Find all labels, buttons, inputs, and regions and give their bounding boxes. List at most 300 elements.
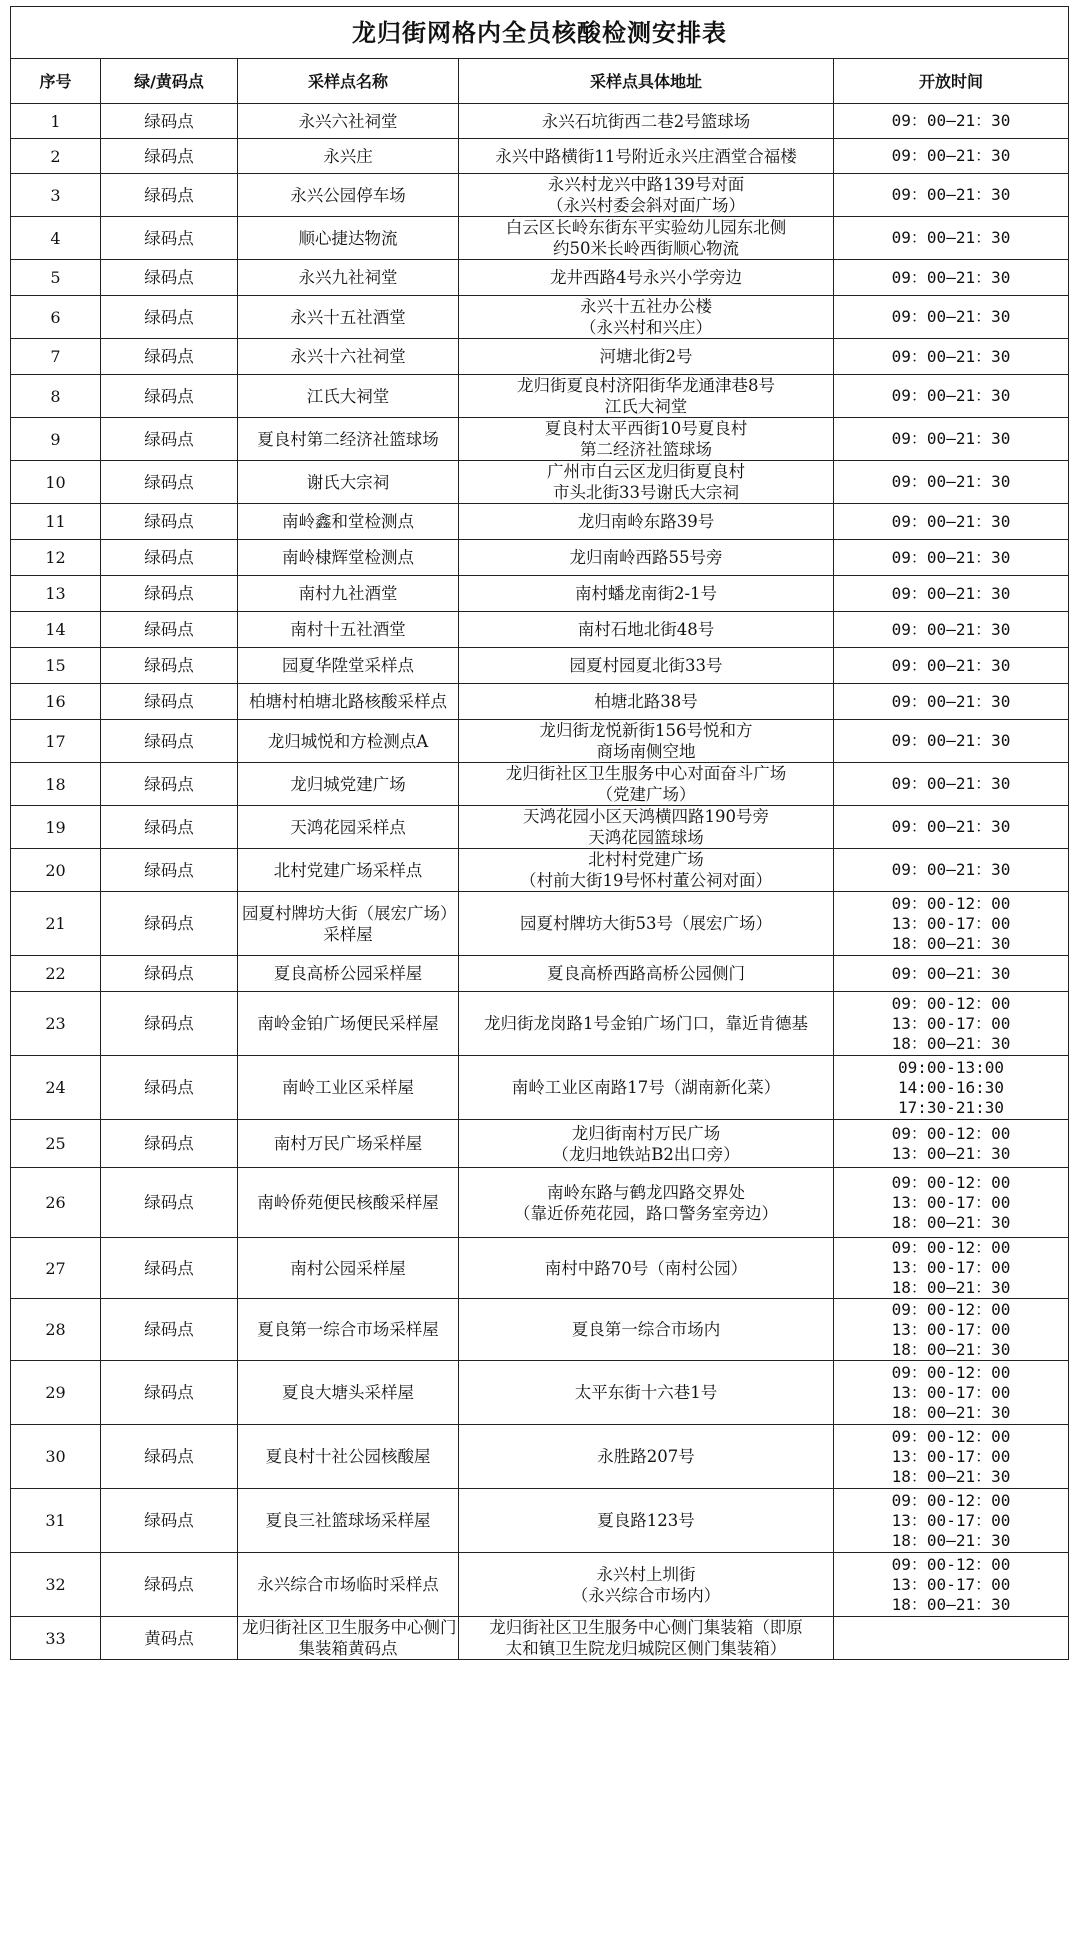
cell-address	[459, 956, 834, 992]
cell-no: 9	[11, 418, 101, 461]
cell-open-time-line: 09：00—21：30	[891, 655, 1011, 675]
cell-site-name	[238, 612, 459, 648]
cell-open-time-line: 09：00-12：00	[891, 893, 1011, 913]
cell-address	[459, 763, 834, 806]
table-row	[11, 806, 1069, 849]
cell-no: 32	[11, 1553, 101, 1617]
cell-open-time	[834, 763, 1069, 806]
header-row	[11, 59, 1069, 104]
cell-no: 5	[11, 260, 101, 296]
cell-open-time	[834, 174, 1069, 217]
header-address: 采样点具体地址	[459, 59, 834, 104]
cell-site-name	[238, 956, 459, 992]
cell-open-time-line: 09：00—21：30	[891, 185, 1011, 204]
cell-address	[459, 260, 834, 296]
cell-address-line: 龙井西路4号永兴小学旁边	[550, 268, 742, 287]
cell-site-name-line: 永兴六社祠堂	[298, 111, 398, 131]
cell-address-line: 广州市白云区龙归街夏良村	[547, 462, 745, 481]
cell-address	[459, 1425, 834, 1489]
cell-site-name-line: 龙归街社区卫生服务中心侧门	[242, 1618, 457, 1637]
title-row	[11, 7, 1069, 59]
cell-address-line: 市头北街33号谢氏大宗祠	[553, 483, 739, 502]
cell-address-line: 龙归南岭西路55号旁	[569, 548, 723, 567]
cell-open-time	[834, 504, 1069, 540]
cell-address-line: 河塘北街2号	[599, 347, 693, 366]
cell-open-time-line: 09：00—21：30	[891, 774, 1011, 793]
cell-address-line: 夏良高桥西路高桥公园侧门	[547, 964, 745, 983]
cell-address-line: （龙归地铁站B2出口旁）	[552, 1144, 740, 1164]
cell-open-time-line: 18：00—21：30	[891, 1466, 1011, 1486]
cell-open-time	[834, 648, 1069, 684]
cell-open-time-line: 09：00—21：30	[891, 619, 1011, 639]
cell-address	[459, 296, 834, 339]
cell-open-time-line: 09：00-12：00	[891, 1490, 1011, 1510]
cell-open-time	[834, 1425, 1069, 1489]
cell-site-name-line: 永兴九社祠堂	[298, 268, 398, 287]
cell-site-name-line: 顺心捷达物流	[298, 228, 398, 248]
table-row	[11, 461, 1069, 504]
cell-open-time-line: 09：00—21：30	[891, 267, 1011, 287]
table-row	[11, 540, 1069, 576]
cell-address-line: 龙归街社区卫生服务中心对面奋斗广场	[505, 764, 787, 783]
cell-address	[459, 576, 834, 612]
cell-open-time-line: 18：00—21：30	[891, 1278, 1011, 1297]
table-row	[11, 504, 1069, 540]
cell-code-type: 绿码点	[101, 504, 238, 540]
cell-site-name	[238, 892, 459, 956]
cell-open-time	[834, 1056, 1069, 1120]
cell-code-type: 绿码点	[101, 1238, 238, 1299]
cell-open-time	[834, 1299, 1069, 1361]
cell-site-name-line: 南村万民广场采样屋	[273, 1134, 423, 1153]
cell-site-name	[238, 849, 459, 892]
cell-site-name	[238, 104, 459, 139]
cell-address-line: 龙归街龙岗路1号金铂广场门口，靠近肯德基	[484, 1014, 808, 1033]
cell-address-line: 龙归街夏良村济阳街华龙通津巷8号	[517, 376, 775, 395]
cell-address-line: 第二经济社篮球场	[580, 440, 712, 459]
cell-open-time-line: 09：00—21：30	[891, 583, 1011, 603]
cell-open-time	[834, 217, 1069, 260]
cell-no: 25	[11, 1120, 101, 1168]
cell-site-name-line: 永兴综合市场临时采样点	[257, 1575, 439, 1594]
cell-no: 30	[11, 1425, 101, 1489]
cell-no: 15	[11, 648, 101, 684]
cell-open-time	[834, 849, 1069, 892]
cell-no: 8	[11, 375, 101, 418]
cell-open-time-line: 09：00—21：30	[891, 472, 1011, 491]
cell-no: 19	[11, 806, 101, 849]
cell-code-type: 绿码点	[101, 540, 238, 576]
cell-open-time-line: 09：00—21：30	[891, 731, 1011, 750]
cell-address	[459, 339, 834, 375]
cell-open-time-line: 13：00-17：00	[891, 1319, 1011, 1339]
cell-address-line: 园夏村园夏北街33号	[569, 656, 723, 675]
cell-address	[459, 849, 834, 892]
cell-address	[459, 612, 834, 648]
cell-address-line: （永兴村委会斜对面广场）	[547, 196, 745, 215]
cell-site-name-line: 南岭工业区采样屋	[282, 1078, 414, 1097]
cell-address-line: 柏塘北路38号	[594, 692, 698, 711]
cell-site-name-line: 龙归城悦和方检测点A	[267, 731, 429, 751]
cell-site-name	[238, 540, 459, 576]
cell-site-name	[238, 763, 459, 806]
table-row	[11, 1168, 1069, 1238]
cell-site-name	[238, 1056, 459, 1120]
cell-code-type: 绿码点	[101, 684, 238, 720]
cell-site-name	[238, 1299, 459, 1361]
cell-code-type: 绿码点	[101, 1056, 238, 1120]
cell-code-type: 绿码点	[101, 849, 238, 892]
cell-site-name	[238, 1617, 459, 1660]
cell-address-line: 永兴十五社办公楼	[580, 297, 712, 316]
cell-site-name-line: 南村十五社酒堂	[290, 620, 406, 639]
cell-code-type: 绿码点	[101, 720, 238, 763]
cell-code-type: 绿码点	[101, 296, 238, 339]
cell-open-time	[834, 1361, 1069, 1425]
cell-address-line: 南村中路70号（南村公园）	[544, 1258, 748, 1278]
cell-site-name-line: 永兴公园停车场	[290, 185, 406, 205]
cell-site-name-line: 南岭鑫和堂检测点	[282, 512, 414, 531]
cell-address-line: 夏良村太平西街10号夏良村	[544, 419, 748, 438]
cell-site-name-line: 采样屋	[323, 924, 373, 944]
cell-open-time-line: 13：00-17：00	[891, 1574, 1011, 1594]
cell-site-name-line: 南岭棣辉堂检测点	[282, 548, 414, 567]
cell-address	[459, 1120, 834, 1168]
cell-code-type: 绿码点	[101, 806, 238, 849]
cell-site-name-line: 柏塘村柏塘北路核酸采样点	[249, 692, 447, 711]
table-row	[11, 296, 1069, 339]
cell-site-name-line: 永兴十六社祠堂	[290, 347, 406, 366]
table-row	[11, 104, 1069, 139]
cell-site-name-line: 夏良三社篮球场采样屋	[265, 1511, 431, 1530]
cell-open-time-line: 09：00—21：30	[891, 963, 1011, 983]
cell-no: 26	[11, 1168, 101, 1238]
cell-open-time	[834, 296, 1069, 339]
cell-code-type: 绿码点	[101, 1361, 238, 1425]
cell-address-line: 永兴村龙兴中路139号对面	[547, 175, 745, 194]
cell-open-time-line: 09：00—21：30	[891, 111, 1011, 130]
table-row	[11, 576, 1069, 612]
cell-address	[459, 139, 834, 174]
cell-no: 33	[11, 1617, 101, 1660]
cell-address	[459, 1361, 834, 1425]
cell-open-time-line: 09：00-12：00	[891, 1299, 1011, 1319]
cell-site-name	[238, 174, 459, 217]
cell-open-time-line: 09：00—21：30	[891, 386, 1011, 405]
cell-site-name	[238, 260, 459, 296]
cell-address-line: 白云区长岭东街东平实验幼儿园东北侧	[505, 218, 787, 237]
cell-open-time	[834, 1553, 1069, 1617]
cell-site-name	[238, 375, 459, 418]
cell-address-line: 龙归街社区卫生服务中心侧门集装箱（即原	[489, 1618, 803, 1637]
schedule-sheet	[10, 6, 1068, 1660]
cell-site-name	[238, 1425, 459, 1489]
table-row	[11, 1425, 1069, 1489]
cell-code-type: 绿码点	[101, 461, 238, 504]
cell-site-name	[238, 504, 459, 540]
cell-address-line: 龙归街龙悦新街156号悦和方	[539, 721, 753, 740]
cell-open-time-line: 09：00-12：00	[891, 1172, 1011, 1192]
cell-address-line: （永兴村和兴庄）	[580, 318, 712, 337]
cell-address-line: 太和镇卫生院龙归城院区侧门集装箱）	[505, 1639, 787, 1658]
cell-site-name	[238, 1361, 459, 1425]
cell-code-type: 绿码点	[101, 260, 238, 296]
table-row	[11, 892, 1069, 956]
cell-site-name-line: 南村九社酒堂	[298, 584, 398, 603]
cell-address	[459, 992, 834, 1056]
cell-open-time	[834, 1489, 1069, 1553]
cell-address	[459, 1299, 834, 1361]
cell-open-time	[834, 418, 1069, 461]
cell-open-time-line: 09:00-13:00	[898, 1057, 1004, 1077]
cell-address-line: 江氏大祠堂	[604, 397, 688, 416]
cell-site-name	[238, 217, 459, 260]
cell-open-time-line: 18：00—21：30	[891, 1033, 1011, 1053]
table-row	[11, 1361, 1069, 1425]
cell-open-time-line: 14:00-16:30	[898, 1077, 1004, 1097]
cell-open-time-line: 09：00-12：00	[891, 993, 1011, 1013]
cell-code-type: 绿码点	[101, 576, 238, 612]
cell-open-time	[834, 956, 1069, 992]
cell-code-type: 绿码点	[101, 1120, 238, 1168]
cell-address-line: 永胜路207号	[597, 1447, 695, 1466]
cell-no: 20	[11, 849, 101, 892]
cell-open-time-line: 13：00-17：00	[891, 913, 1011, 933]
cell-site-name-line: 集装箱黄码点	[298, 1639, 398, 1658]
table-row	[11, 375, 1069, 418]
cell-address-line: 园夏村牌坊大街53号（展宏广场）	[520, 914, 772, 933]
cell-address	[459, 720, 834, 763]
cell-no: 18	[11, 763, 101, 806]
cell-address	[459, 540, 834, 576]
cell-open-time-line: 09：00-12：00	[891, 1554, 1011, 1574]
cell-address-line: 南岭东路与鹤龙四路交界处	[547, 1182, 745, 1202]
cell-site-name	[238, 806, 459, 849]
cell-no: 4	[11, 217, 101, 260]
cell-open-time-line: 09：00—21：30	[891, 346, 1011, 366]
cell-open-time	[834, 104, 1069, 139]
table-row	[11, 139, 1069, 174]
cell-address	[459, 892, 834, 956]
cell-no: 10	[11, 461, 101, 504]
cell-site-name-line: 南岭金铂广场便民采样屋	[257, 1014, 439, 1033]
cell-no: 2	[11, 139, 101, 174]
cell-open-time	[834, 576, 1069, 612]
cell-code-type: 绿码点	[101, 339, 238, 375]
table-row	[11, 1120, 1069, 1168]
table-row	[11, 1299, 1069, 1361]
cell-no: 31	[11, 1489, 101, 1553]
table-row	[11, 849, 1069, 892]
cell-address	[459, 1168, 834, 1238]
cell-address-line: 南岭工业区南路17号（湖南新化菜）	[511, 1078, 781, 1097]
cell-code-type: 绿码点	[101, 1425, 238, 1489]
cell-no: 12	[11, 540, 101, 576]
header-site-name: 采样点名称	[238, 59, 459, 104]
cell-address-line: 永兴村上圳街	[596, 1564, 696, 1584]
cell-site-name	[238, 720, 459, 763]
header-open-time: 开放时间	[834, 59, 1069, 104]
cell-open-time-line: 09：00—21：30	[891, 817, 1011, 836]
cell-open-time	[834, 339, 1069, 375]
cell-open-time-line: 09：00—21：30	[891, 307, 1011, 326]
cell-address	[459, 806, 834, 849]
cell-site-name	[238, 1553, 459, 1617]
table-row	[11, 1056, 1069, 1120]
cell-open-time-line: 09：00—21：30	[891, 228, 1011, 247]
cell-site-name-line: 南岭侨苑便民核酸采样屋	[257, 1193, 439, 1212]
cell-site-name	[238, 339, 459, 375]
cell-code-type: 绿码点	[101, 139, 238, 174]
cell-open-time-line: 09：00—21：30	[891, 691, 1011, 711]
table-row	[11, 217, 1069, 260]
cell-open-time	[834, 612, 1069, 648]
cell-address-line: 夏良第一综合市场内	[571, 1320, 721, 1339]
cell-open-time-line: 13：00-17：00	[891, 1192, 1011, 1212]
cell-address-line: 太平东街十六巷1号	[574, 1383, 718, 1402]
cell-address-line: 南村石地北街48号	[577, 620, 715, 639]
cell-address	[459, 1553, 834, 1617]
cell-site-name-line: 夏良第一综合市场采样屋	[257, 1320, 439, 1339]
cell-code-type: 绿码点	[101, 763, 238, 806]
cell-no: 14	[11, 612, 101, 648]
table-row	[11, 648, 1069, 684]
cell-address-line: （永兴综合市场内）	[571, 1585, 721, 1605]
table-row	[11, 763, 1069, 806]
cell-no: 6	[11, 296, 101, 339]
cell-site-name-line: 南村公园采样屋	[290, 1258, 406, 1278]
table-row	[11, 339, 1069, 375]
cell-site-name-line: 永兴十五社酒堂	[290, 307, 406, 327]
cell-open-time	[834, 1168, 1069, 1238]
cell-site-name-line: 天鸿花园采样点	[290, 817, 406, 837]
cell-address-line: 龙归南岭东路39号	[577, 512, 715, 531]
cell-site-name-line: 夏良村十社公园核酸屋	[265, 1447, 431, 1466]
cell-site-name	[238, 1120, 459, 1168]
cell-open-time-line: 13：00—21：30	[891, 1143, 1011, 1163]
cell-code-type: 绿码点	[101, 648, 238, 684]
cell-open-time	[834, 1238, 1069, 1299]
cell-open-time-line: 13：00-17：00	[891, 1258, 1011, 1277]
cell-site-name	[238, 992, 459, 1056]
cell-no: 3	[11, 174, 101, 217]
cell-open-time	[834, 806, 1069, 849]
cell-code-type: 绿码点	[101, 956, 238, 992]
cell-open-time	[834, 540, 1069, 576]
schedule-table	[10, 6, 1069, 1660]
cell-site-name	[238, 1238, 459, 1299]
cell-open-time-line: 13：00-17：00	[891, 1446, 1011, 1466]
cell-open-time-line: 09：00—21：30	[891, 429, 1011, 448]
cell-code-type: 绿码点	[101, 104, 238, 139]
cell-open-time-line: 18：00—21：30	[891, 933, 1011, 953]
table-row	[11, 174, 1069, 217]
cell-address	[459, 1489, 834, 1553]
cell-address-line: （村前大街19号怀村董公祠对面）	[520, 871, 772, 890]
cell-no: 29	[11, 1361, 101, 1425]
cell-address-line: 天鸿花园小区天鸿横四路190号旁	[523, 807, 769, 826]
cell-open-time	[834, 1617, 1069, 1660]
cell-no: 17	[11, 720, 101, 763]
cell-address	[459, 684, 834, 720]
cell-site-name	[238, 296, 459, 339]
cell-address	[459, 1056, 834, 1120]
cell-address	[459, 174, 834, 217]
cell-address-line: （党建广场）	[596, 785, 696, 804]
cell-site-name-line: 园夏村牌坊大街（展宏广场）	[242, 903, 457, 923]
cell-address	[459, 217, 834, 260]
cell-open-time-line: 18：00—21：30	[891, 1339, 1011, 1359]
cell-open-time-line: 13：00-17：00	[891, 1510, 1011, 1530]
cell-open-time-line: 09：00—21：30	[891, 511, 1011, 531]
cell-site-name-line: 北村党建广场采样点	[273, 860, 423, 880]
cell-open-time-line: 09：00-12：00	[891, 1362, 1011, 1382]
cell-address-line: 永兴石坑街西二巷2号篮球场	[541, 111, 751, 131]
cell-open-time-line: 13：00-17：00	[891, 1382, 1011, 1402]
table-row	[11, 1617, 1069, 1660]
cell-site-name	[238, 1168, 459, 1238]
cell-open-time-line: 17:30-21:30	[898, 1097, 1004, 1117]
cell-site-name	[238, 1489, 459, 1553]
table-row	[11, 684, 1069, 720]
cell-code-type: 绿码点	[101, 418, 238, 461]
table-body	[11, 104, 1069, 1660]
cell-open-time-line: 18：00—21：30	[891, 1212, 1011, 1232]
cell-address	[459, 1238, 834, 1299]
cell-address	[459, 504, 834, 540]
cell-open-time-line: 18：00—21：30	[891, 1594, 1011, 1614]
header-no: 序号	[11, 59, 101, 104]
cell-address	[459, 1617, 834, 1660]
cell-open-time	[834, 461, 1069, 504]
cell-site-name-line: 江氏大祠堂	[306, 386, 390, 406]
header-code-type: 绿/黄码点	[101, 59, 238, 104]
cell-site-name	[238, 418, 459, 461]
cell-code-type: 绿码点	[101, 1489, 238, 1553]
cell-site-name	[238, 461, 459, 504]
cell-open-time	[834, 720, 1069, 763]
cell-code-type: 绿码点	[101, 1553, 238, 1617]
table-row	[11, 1238, 1069, 1299]
cell-site-name-line: 夏良大塘头采样屋	[282, 1383, 414, 1402]
cell-site-name	[238, 684, 459, 720]
cell-address	[459, 648, 834, 684]
cell-open-time-line: 18：00—21：30	[891, 1530, 1011, 1550]
cell-site-name-line: 夏良村第二经济社篮球场	[257, 429, 439, 449]
cell-site-name	[238, 576, 459, 612]
table-row	[11, 720, 1069, 763]
cell-no: 1	[11, 104, 101, 139]
cell-address-line: 永兴中路横街11号附近永兴庄酒堂合福楼	[495, 146, 797, 166]
table-title: 龙归街网格内全员核酸检测安排表	[11, 7, 1069, 59]
cell-no: 11	[11, 504, 101, 540]
cell-site-name	[238, 648, 459, 684]
table-row	[11, 1489, 1069, 1553]
cell-no: 23	[11, 992, 101, 1056]
cell-site-name-line: 龙归城党建广场	[290, 774, 406, 794]
cell-code-type: 绿码点	[101, 174, 238, 217]
cell-address-line: 约50米长岭西街顺心物流	[553, 239, 739, 258]
cell-open-time	[834, 375, 1069, 418]
cell-address	[459, 375, 834, 418]
cell-site-name-line: 谢氏大宗祠	[306, 472, 390, 492]
cell-site-name-line: 永兴庄	[323, 146, 373, 166]
cell-no: 21	[11, 892, 101, 956]
cell-address-line: 南村蟠龙南街2-1号	[574, 584, 718, 603]
cell-site-name-line: 夏良高桥公园采样屋	[273, 964, 423, 983]
cell-address-line: 夏良路123号	[597, 1511, 695, 1530]
cell-open-time-line: 13：00-17：00	[891, 1013, 1011, 1033]
